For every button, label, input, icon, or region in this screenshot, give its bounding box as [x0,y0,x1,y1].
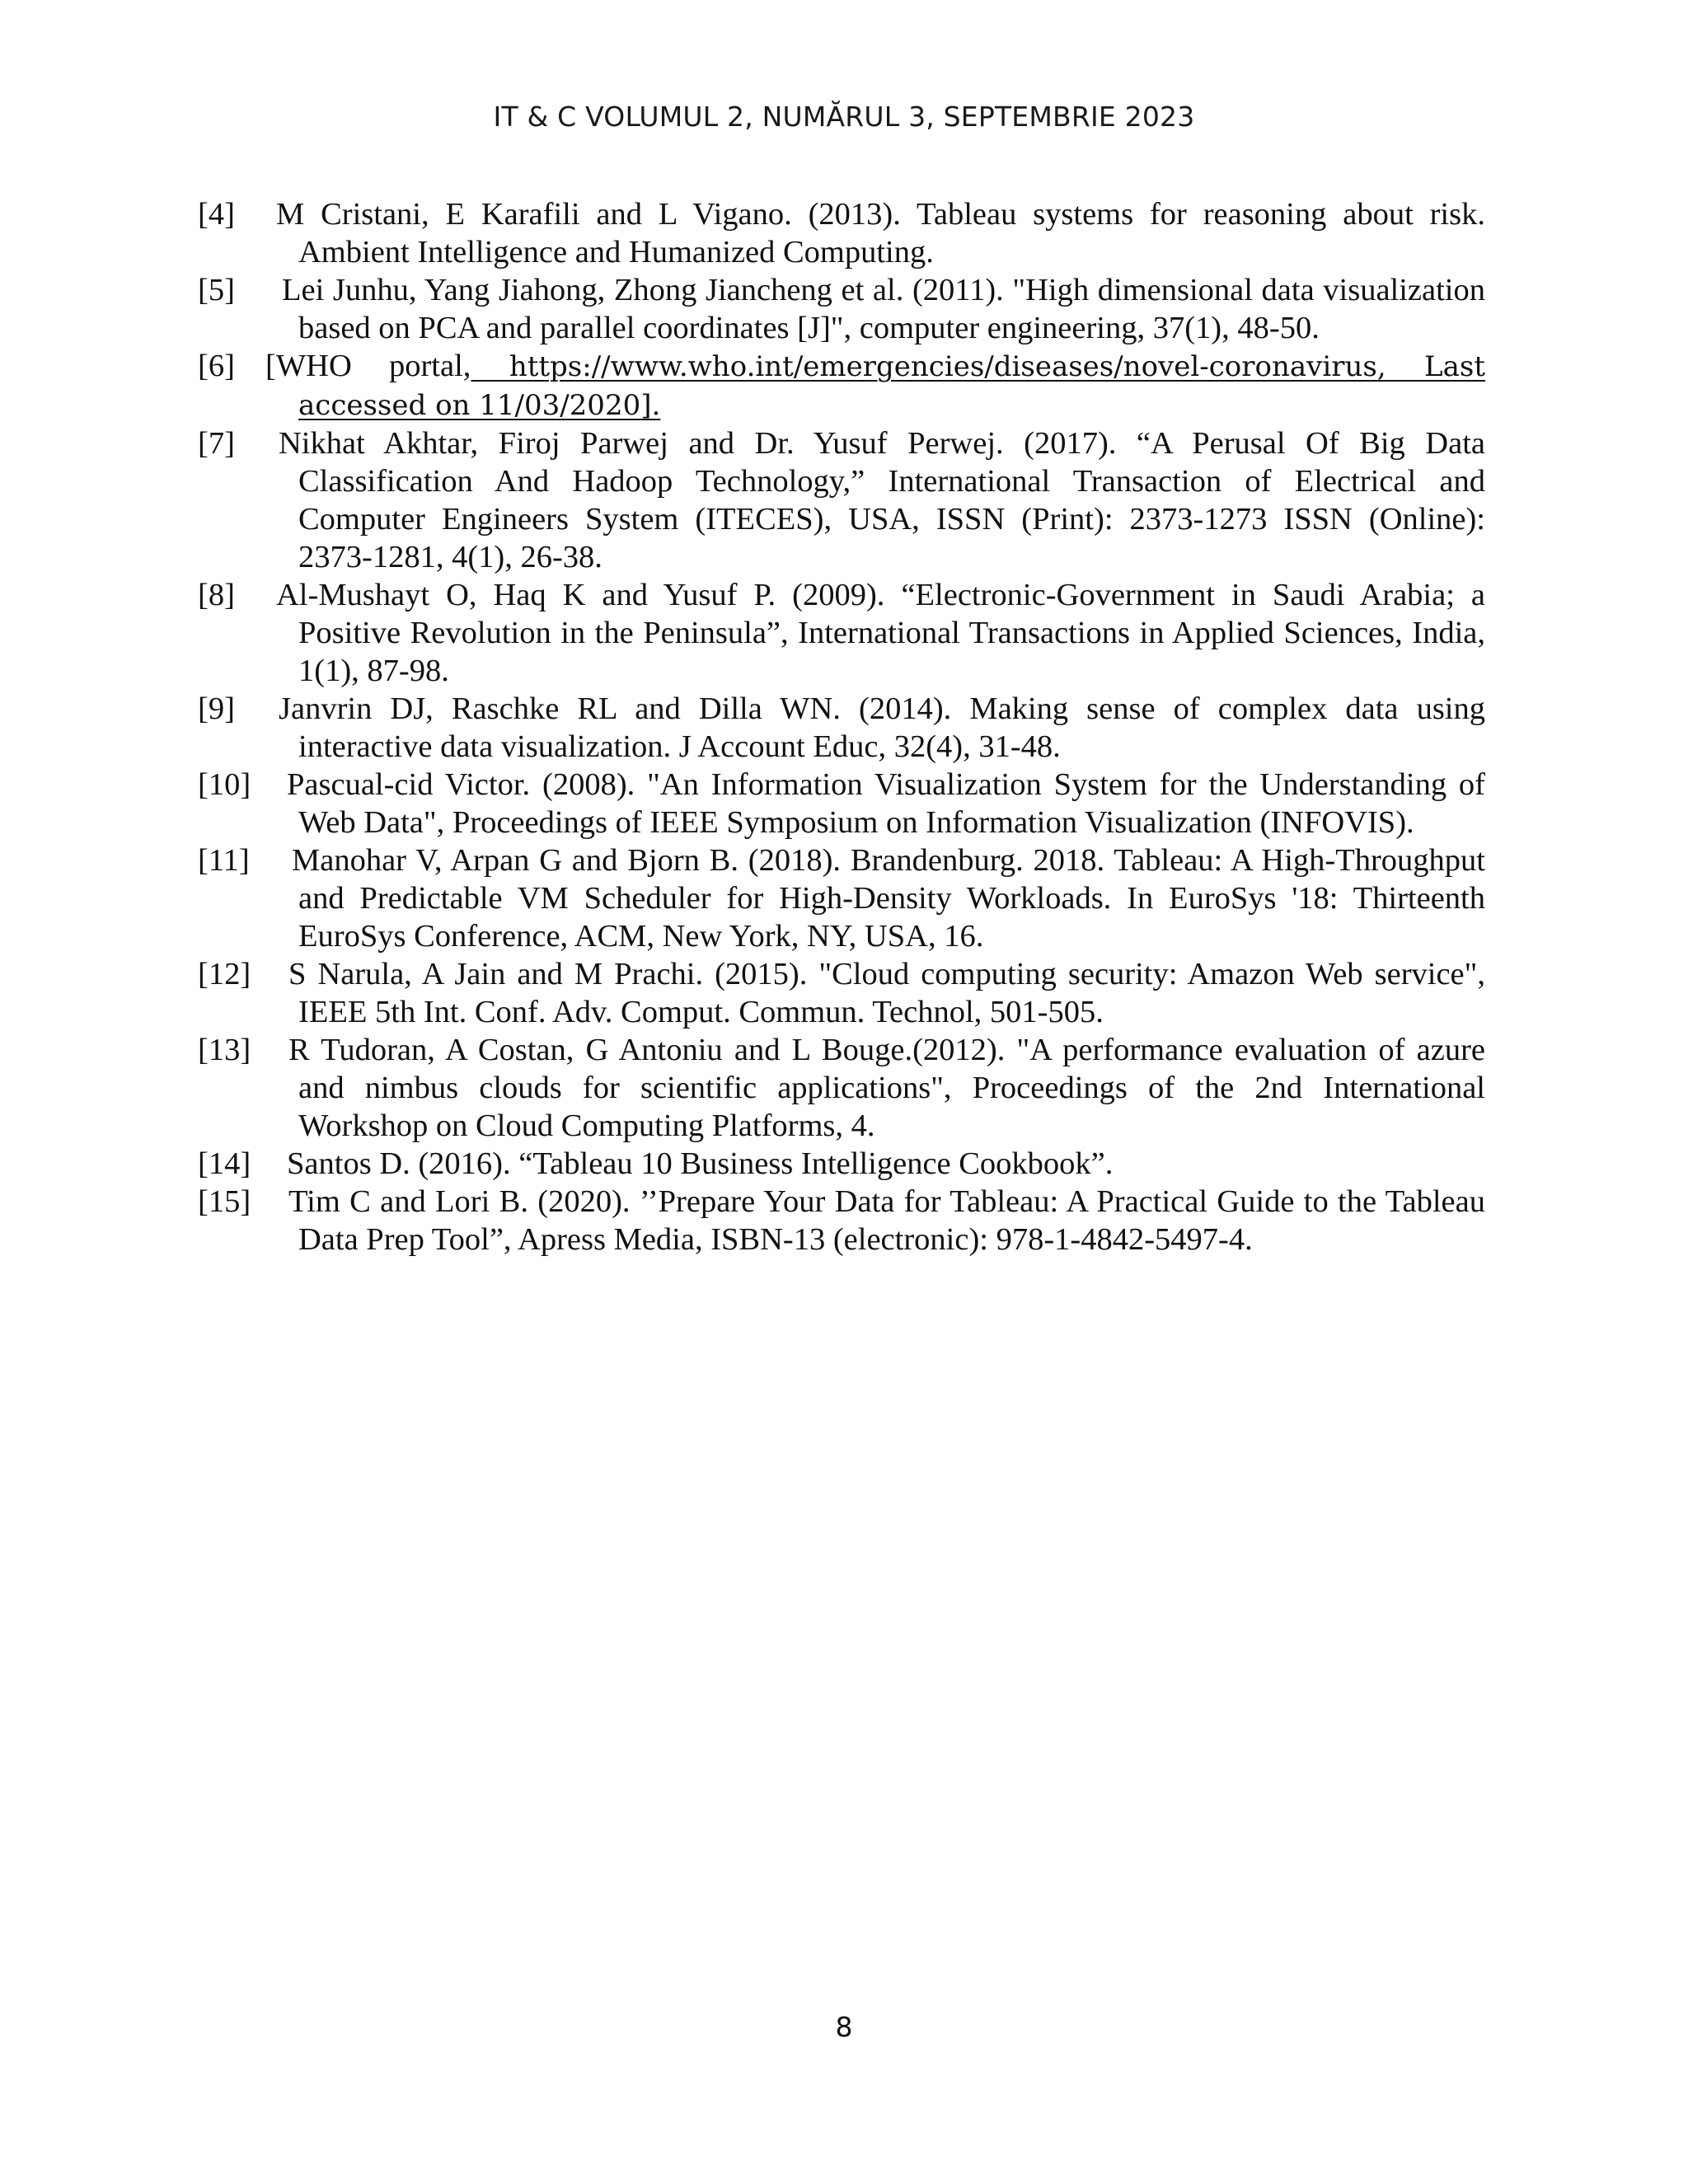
running-header: IT & C VOLUMUL 2, NUMĂRUL 3, SEPTEMBRIE 2023 [493,101,1195,133]
reference-text [265,347,1485,424]
reference-text: Janvrin DJ, Raschke RL and Dilla WN. (2014). Making sense of complex data using interactive data visualization. J Account Educ, 32(4), 31-48. [279,691,1485,764]
who-portal-link[interactable]: https://www.who.int/emergencies/diseases/novel-coronavirus, Last accessed on 11/03/2020]. [298,350,1485,422]
reference-number: [15] [198,1184,251,1219]
reference-item [198,955,1485,1031]
reference-number: [4] [198,197,235,232]
reference-text: S Narula, A Jain and M Prachi. (2015). "Cloud computing security: Amazon Web service", IEEE 5th Int. Conf. Adv. Comput. Commun. Technol, 501-505. [288,957,1485,1029]
reference-number: [6] [198,349,235,383]
reference-item [198,766,1485,841]
reference-text: Al-Mushayt O, Haq K and Yusuf P. (2009). “Electronic-Government in Saudi Arabia; a Positive Revolution in the Peninsula”, International Transactions in Applied Sciences, India, 1(1), 87-98. [276,578,1485,688]
reference-item [198,271,1485,347]
reference-text: Manohar V, Arpan G and Bjorn B. (2018). Brandenburg. 2018. Tableau: A High-Throughput and Predictable VM Scheduler for High-Density Workloads. In EuroSys '18: Thirteenth EuroSys Conference, ACM, New York, NY, USA, 16. [292,843,1485,954]
reference-number: [9] [198,691,235,726]
reference-text: Tim C and Lori B. (2020). ’’Prepare Your Data for Tableau: A Practical Guide to the Tableau Data Prep Tool”, Apress Media, ISBN-13 (electronic): 978-1-4842-5497-4. [288,1184,1485,1257]
reference-text: Pascual-cid Victor. (2008). "An Information Visualization System for the Understanding of Web Data", Proceedings of IEEE Symposium on Information Visualization (INFOVIS). [287,767,1485,840]
reference-item [198,1145,1485,1183]
reference-number: [10] [198,767,251,802]
reference-prefix: [WHO portal, [265,349,471,383]
reference-item [198,347,1485,424]
reference-number: [8] [198,578,235,612]
reference-item [198,1183,1485,1258]
page-number: 8 [835,2011,853,2043]
reference-text: M Cristani, E Karafili and L Vigano. (2013). Tableau systems for reasoning about risk. Ambient Intelligence and Humanized Computing. [276,197,1485,269]
reference-text: Santos D. (2016). “Tableau 10 Business Intelligence Cookbook”. [287,1146,1114,1181]
reference-item [198,424,1485,576]
reference-text: Nikhat Akhtar, Firoj Parwej and Dr. Yusuf Perwej. (2017). “A Perusal Of Big Data Classification And Hadoop Technology,” International Transaction of Electrical and Computer Engineers System (ITECES), USA, ISSN (Print): 2373-1273 ISSN (Online): 2373-1281, 4(1), 26-38. [279,426,1485,574]
reference-item [198,841,1485,955]
reference-number: [12] [198,957,251,991]
reference-text: R Tudoran, A Costan, G Antoniu and L Bouge.(2012). "A performance evaluation of azure and nimbus clouds for scientific applications", Proceedings of the 2nd International Workshop on Cloud Computing Platforms, 4. [288,1033,1485,1143]
reference-number: [11] [198,843,250,878]
reference-item [198,1031,1485,1145]
reference-number: [14] [198,1146,251,1181]
reference-item [198,195,1485,271]
reference-number: [5] [198,273,235,307]
reference-number: [13] [198,1033,251,1067]
reference-item [198,576,1485,690]
reference-number: [7] [198,426,235,461]
reference-item [198,690,1485,766]
reference-list [198,195,1485,1258]
reference-text: Lei Junhu, Yang Jiahong, Zhong Jiancheng et al. (2011). "High dimensional data visualization based on PCA and parallel coordinates [J]", computer engineering, 37(1), 48-50. [282,273,1485,345]
